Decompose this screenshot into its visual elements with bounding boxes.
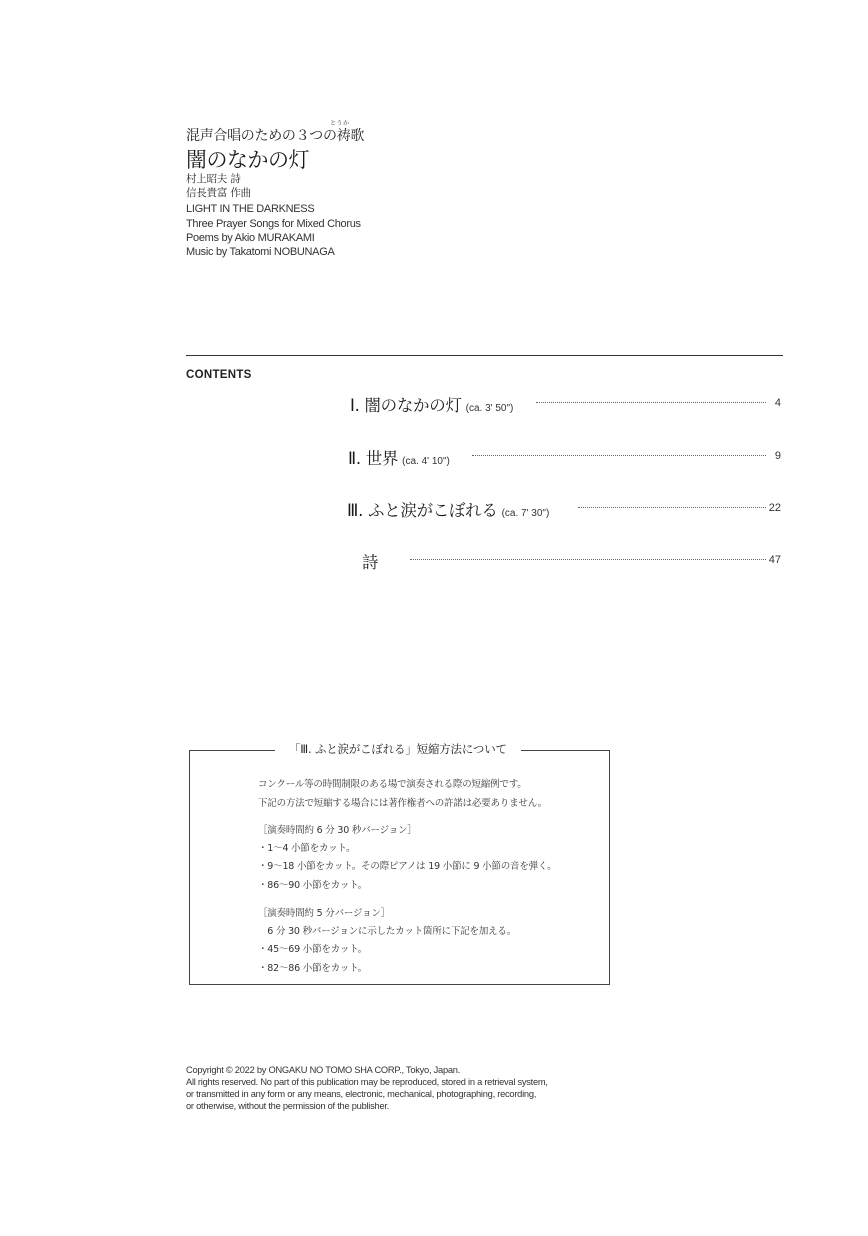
copyright-line: or transmitted in any form or any means, electronic, mechanical, photographing, recording,: [186, 1089, 537, 1099]
toc-leader: [578, 507, 766, 508]
english-poet: Poems by Akio MURAKAMI: [186, 232, 315, 244]
copyright-line: Copyright © 2022 by ONGAKU NO TOMO SHA CORP., Tokyo, Japan.: [186, 1065, 461, 1075]
toc-page-number: 47: [768, 554, 781, 566]
title-ruby: とうか: [330, 120, 350, 127]
notice-line: 6 分 30 秒バージョンに示したカット箇所に下記を加える。: [258, 926, 517, 937]
toc-title: 詩: [362, 553, 379, 572]
notice-line: 下記の方法で短縮する場合には著作権者への許諾は必要ありません。: [258, 798, 547, 809]
notice-line: コンクール等の時間制限のある場で演奏される際の短縮例です。: [258, 779, 527, 790]
copyright-line: All rights reserved. No part of this publication may be reproduced, stored in a retrieval system,: [186, 1077, 548, 1087]
toc-leader: [536, 402, 766, 403]
notice-title: 「Ⅲ. ふと涙がこぼれる」短縮方法について: [275, 741, 521, 757]
toc-entry-3[interactable]: [347, 497, 549, 521]
notice-line: ［演奏時間約 5 分バージョン］: [258, 908, 391, 919]
toc-duration: (ca. 4' 10"): [402, 456, 450, 467]
toc-title: Ⅲ. ふと涙がこぼれる: [347, 501, 498, 520]
divider: [186, 355, 783, 356]
notice-line: ［演奏時間約 6 分 30 秒バージョン］: [258, 825, 417, 836]
english-title: LIGHT IN THE DARKNESS: [186, 203, 315, 215]
toc-leader: [472, 455, 766, 456]
toc-title: Ⅰ. 闇のなかの灯: [350, 396, 462, 415]
toc-entry-1[interactable]: [350, 392, 513, 416]
toc-page-number: 9: [774, 450, 781, 462]
contents-heading: CONTENTS: [186, 369, 252, 381]
poet-credit: 村上昭夫 詩: [186, 173, 241, 185]
toc-duration: (ca. 3' 50"): [465, 403, 514, 414]
subtitle-japanese: 混声合唱のための３つの祷歌: [186, 128, 365, 144]
notice-line: ・82〜86 小節をカット。: [258, 963, 367, 974]
toc-entry-2[interactable]: [348, 445, 450, 469]
copyright-line: or otherwise, without the permission of the publisher.: [186, 1101, 390, 1111]
toc-page-number: 4: [774, 397, 781, 409]
english-subtitle: Three Prayer Songs for Mixed Chorus: [186, 218, 361, 230]
page-title: 闇のなかの灯: [186, 148, 309, 172]
notice-line: ・1〜4 小節をカット。: [258, 843, 356, 854]
notice-line: ・45〜69 小節をカット。: [258, 944, 367, 955]
notice-line: ・9〜18 小節をカット。その際ピアノは 19 小節に 9 小節の音を弾く。: [258, 861, 557, 872]
toc-page-number: 22: [768, 502, 781, 514]
toc-leader: [410, 559, 766, 560]
notice-line: ・86〜90 小節をカット。: [258, 880, 367, 891]
english-composer: Music by Takatomi NOBUNAGA: [186, 246, 335, 258]
toc-title: Ⅱ. 世界: [348, 449, 399, 468]
toc-entry-4[interactable]: [362, 549, 378, 573]
composer-credit: 信長貴富 作曲: [186, 187, 251, 199]
toc-duration: (ca. 7' 30"): [501, 508, 550, 519]
